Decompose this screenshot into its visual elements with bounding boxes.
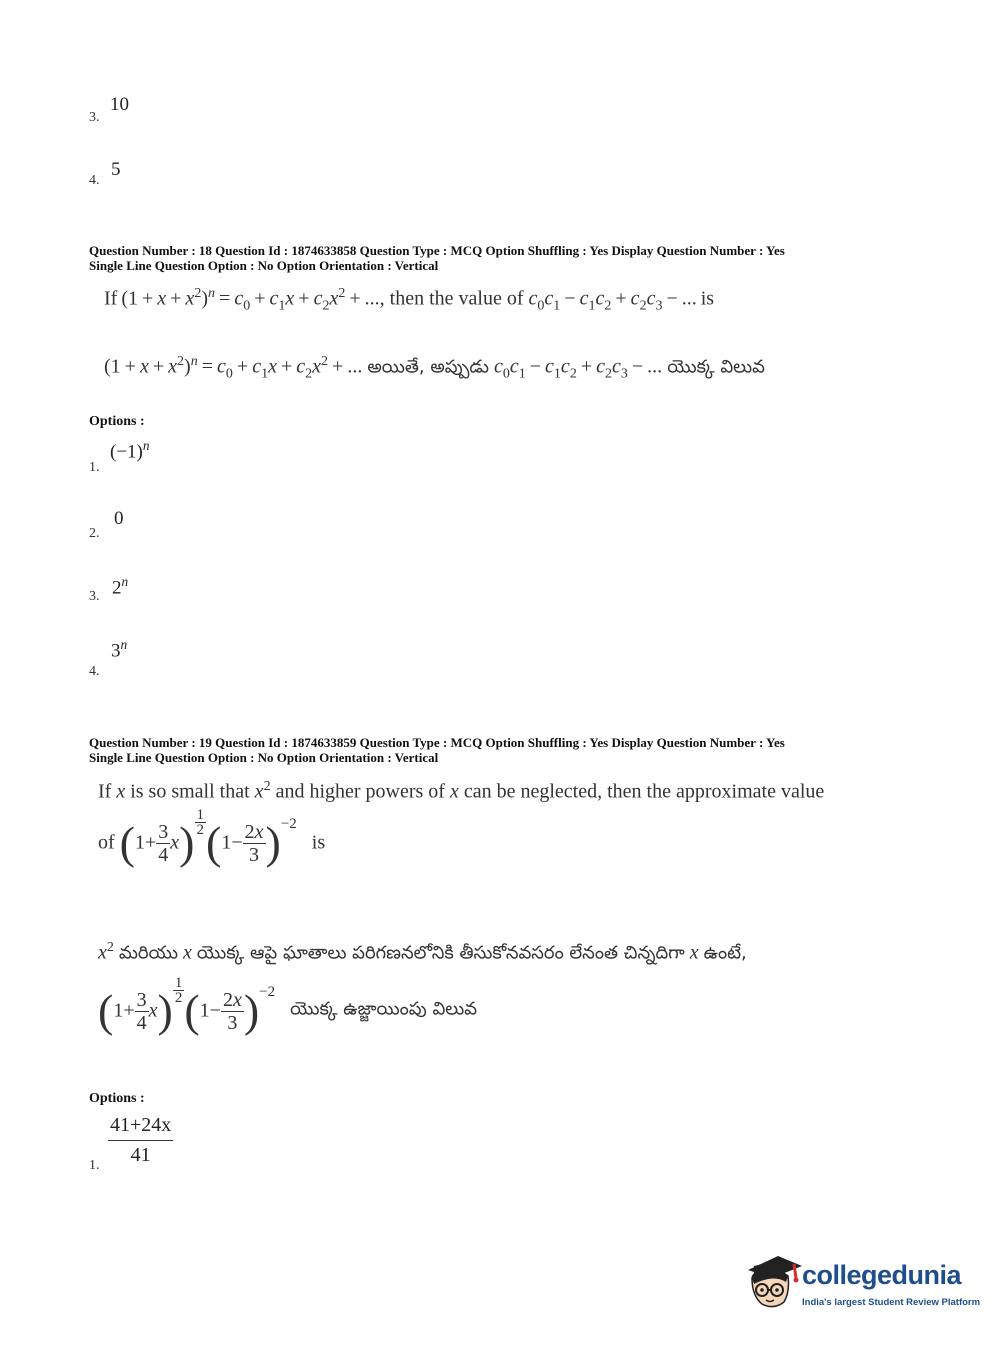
option-number: 1. bbox=[89, 460, 100, 475]
question-18-telugu: $(1 + x + x^2)^n = c_0 + c_1x + c_2x^2$ + ... అయితే, అప్పుడు $c_0c_1 - c_1c_2 + c_2c_3$ − ... యొక్క విలువ bbox=[104, 354, 765, 382]
question-text: is so small that bbox=[130, 780, 250, 803]
telugu-text: యొక్క విలువ bbox=[667, 356, 765, 378]
question-18-meta bbox=[89, 243, 785, 273]
question-19-english-line1: If x is so small that $x^2$ and higher powers of x can be neglected, then the approximate value bbox=[98, 779, 825, 803]
option-number: 4. bbox=[89, 173, 100, 188]
option-number: 3. bbox=[89, 589, 100, 604]
question-text: and higher powers of bbox=[275, 780, 445, 803]
question-19-meta bbox=[89, 735, 785, 765]
meta-line-2: Single Line Question Option : No Option Orientation : Vertical bbox=[89, 750, 439, 765]
option-value: 5 bbox=[111, 159, 121, 180]
options-label: Options : bbox=[89, 414, 145, 429]
fraction-numerator: 41+24x bbox=[108, 1112, 173, 1141]
question-18-english: If $(1 + x + x^2)^n = c_0 + c_1x + c_2x^2$ + ..., then the value of $c_0c_1 - c_1c_2 + c_2c_3$ − ... is bbox=[104, 286, 715, 314]
fraction-denominator: 41 bbox=[130, 1144, 151, 1166]
logo-tagline: India's largest Student Review Platform bbox=[802, 1297, 981, 1308]
option-value bbox=[108, 1112, 173, 1169]
question-text: of bbox=[98, 831, 115, 854]
option-number: 1. bbox=[89, 1158, 100, 1173]
telugu-text: అయితే, అప్పుడు bbox=[367, 356, 489, 378]
telugu-text: మరియు bbox=[118, 942, 178, 964]
telugu-text: ఉంటే, bbox=[703, 942, 747, 964]
telugu-text: యొక్క ఉజ్జాయింపు విలువ bbox=[290, 998, 478, 1020]
option-value: 0 bbox=[114, 508, 124, 529]
option-value: 3$^n$ bbox=[111, 637, 128, 662]
mascot-icon bbox=[744, 1252, 804, 1314]
option-value: 10 bbox=[110, 94, 129, 115]
telugu-text: యొక్క ఆపై ఘాతాలు పరిగణనలోనికి తీసుకోనవసరం లేనంత చిన్నదిగా bbox=[196, 942, 685, 964]
question-text: If bbox=[98, 780, 112, 803]
meta-line-1: Question Number : 19 Question Id : 1874633859 Question Type : MCQ Option Shuffling : Yes Display Question Number : Yes bbox=[89, 735, 785, 750]
meta-line-2: Single Line Question Option : No Option Orientation : Vertical bbox=[89, 258, 439, 273]
meta-line-1: Question Number : 18 Question Id : 1874633858 Question Type : MCQ Option Shuffling : Yes Display Question Number : Yes bbox=[89, 243, 785, 258]
option-value: 2$^n$ bbox=[112, 574, 129, 599]
question-text: then the value of bbox=[389, 287, 524, 310]
option-number: 2. bbox=[89, 526, 100, 541]
logo-brand: collegedunia bbox=[802, 1260, 962, 1290]
option-number: 4. bbox=[89, 664, 100, 679]
collegedunia-logo bbox=[744, 1252, 981, 1322]
option-number: 3. bbox=[89, 110, 100, 125]
question-text: can be neglected, then the approximate value bbox=[463, 780, 825, 803]
question-text: is bbox=[311, 831, 326, 854]
question-19-telugu-expression: (1+ $\frac{3}{4}$ x) $\frac{1}{2}$ (1− $\frac{2x}{3}$ )−2 యొక్క ఉజ్జాయింపు విలువ bbox=[98, 975, 478, 1036]
question-19-english-expression: of (1+ $\frac{3}{4}$ x) $\frac{1}{2}$ (1− $\frac{2x}{3}$ )−2 is bbox=[98, 807, 326, 868]
option-value: $(-1)^n$ bbox=[110, 438, 150, 463]
question-19-telugu-line1: $x^2$ మరియు x యొక్క ఆపై ఘాతాలు పరిగణనలోనికి తీసుకోనవసరం లేనంత చిన్నదిగా x ఉంటే, bbox=[98, 940, 747, 964]
options-label: Options : bbox=[89, 1091, 145, 1106]
